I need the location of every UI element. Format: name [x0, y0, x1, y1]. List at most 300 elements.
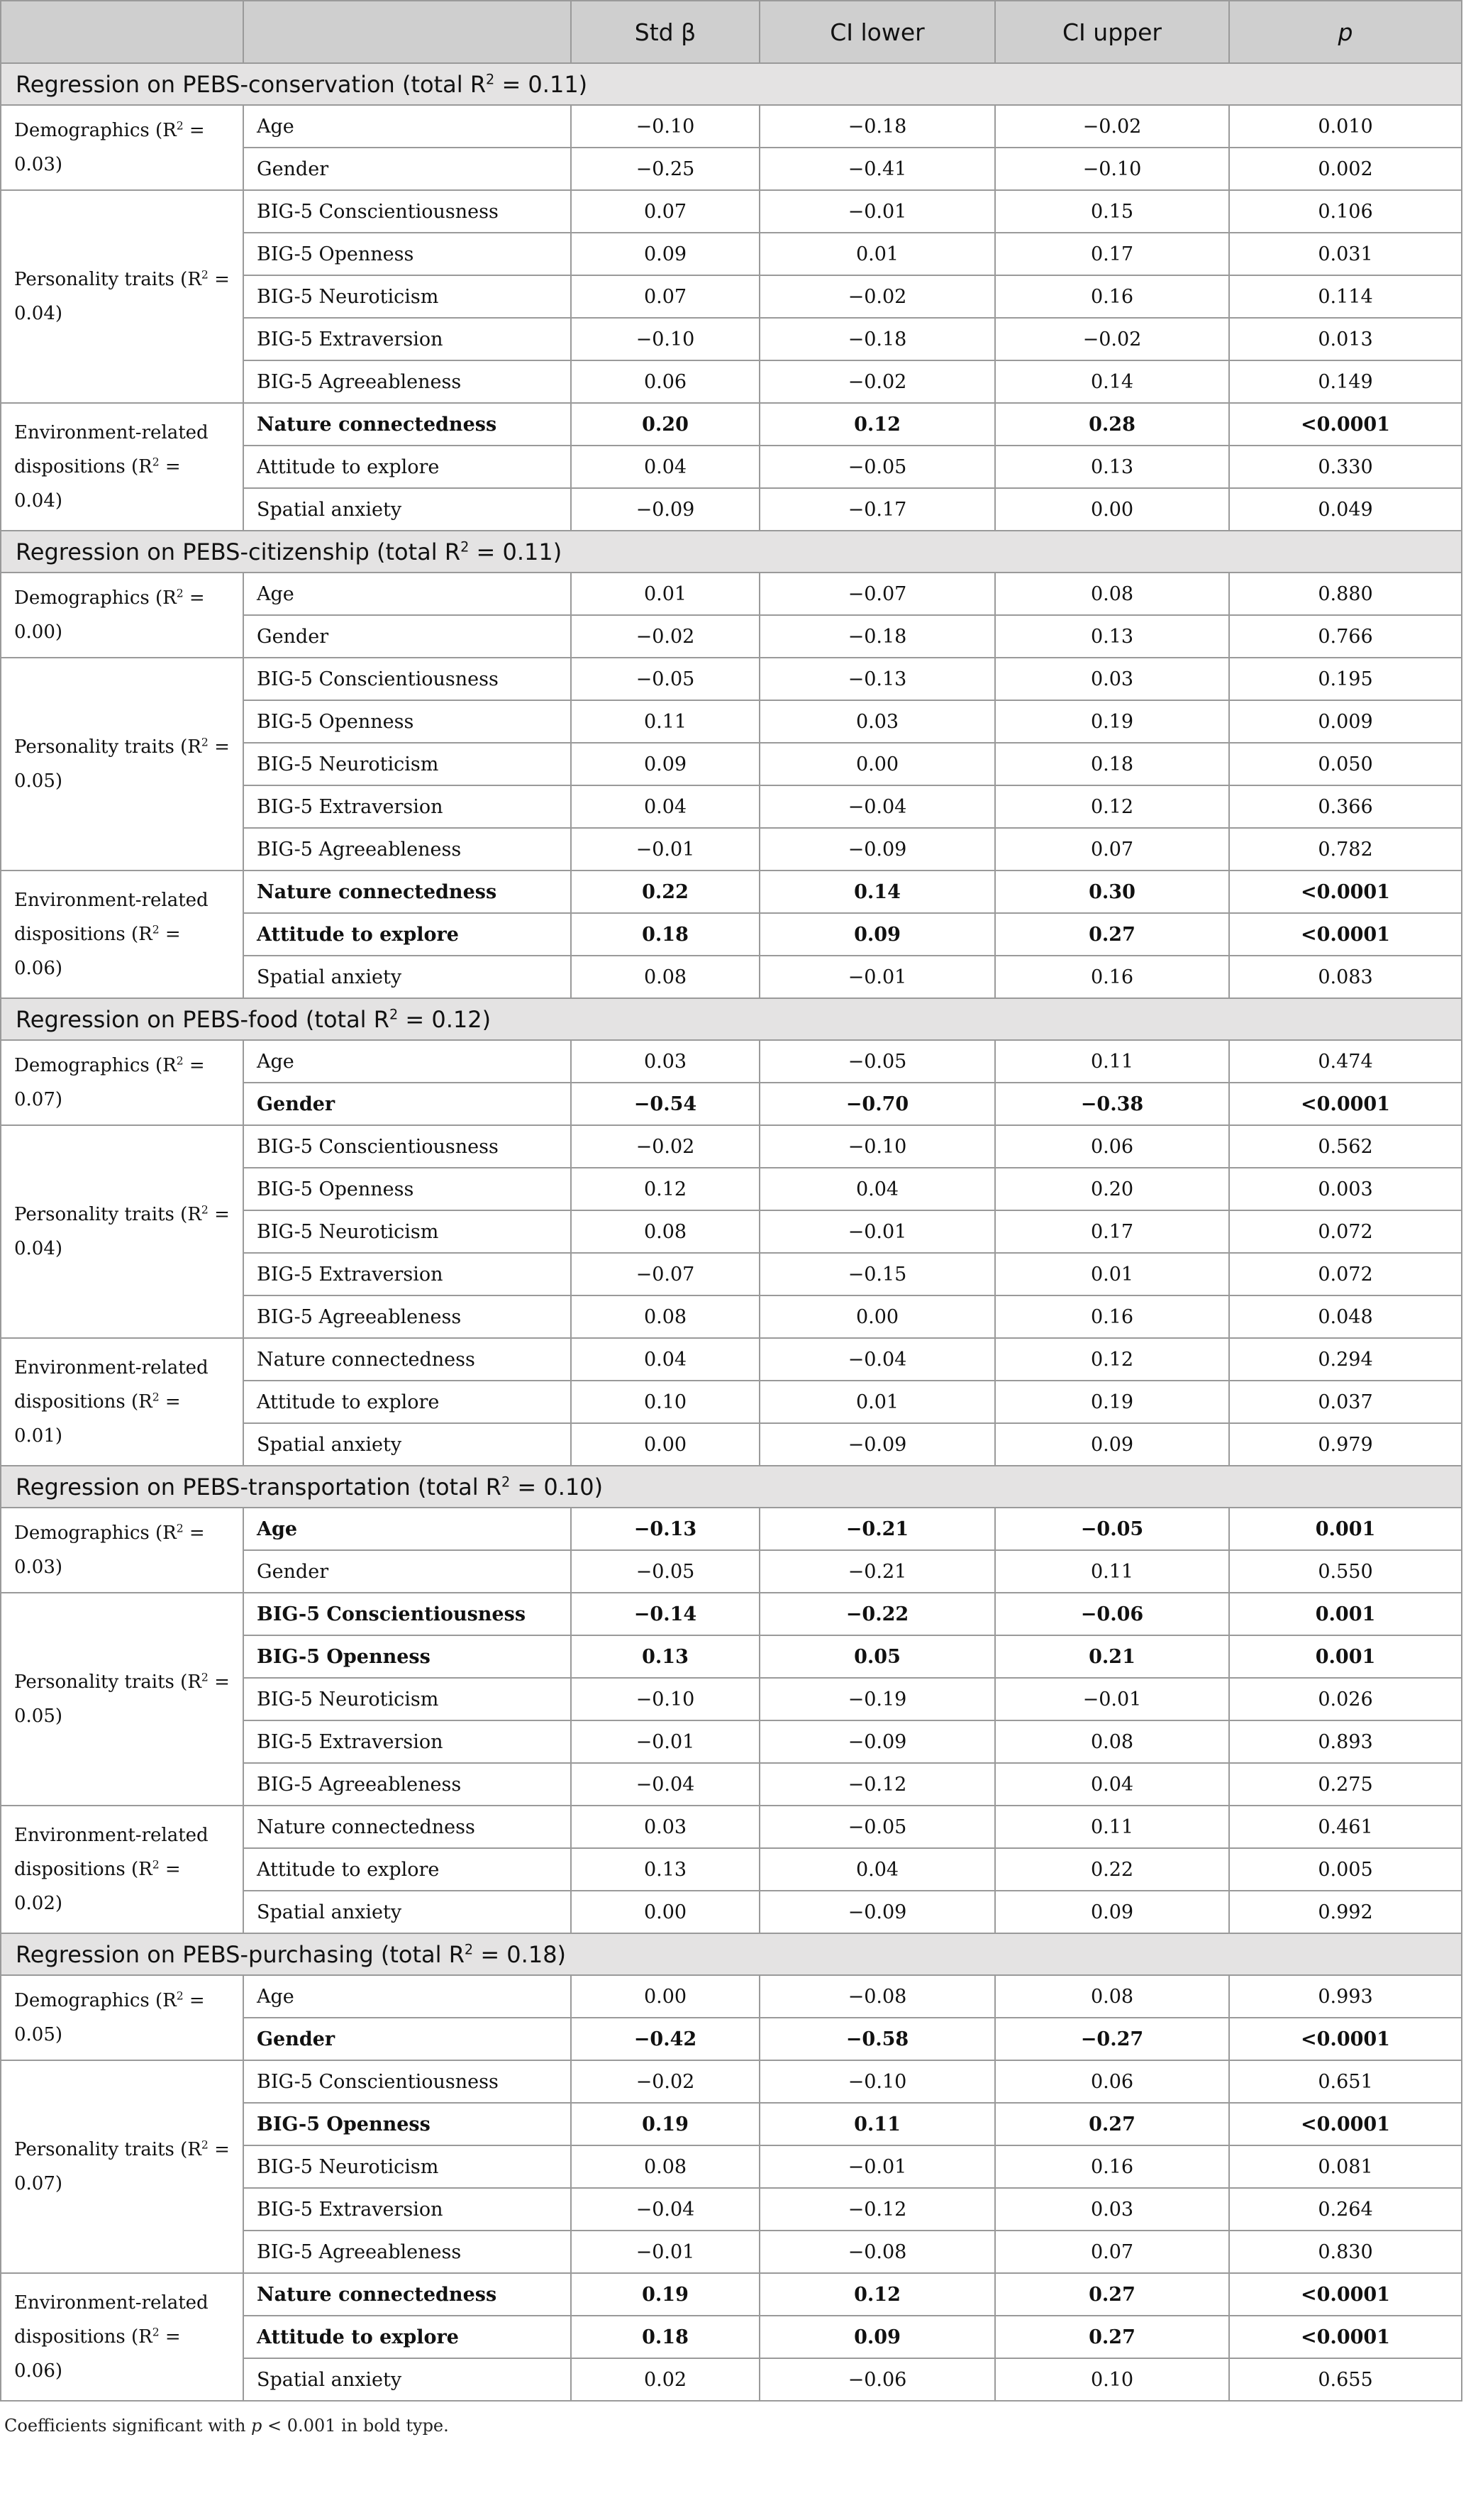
group-label: Personality traits [14, 1671, 174, 1693]
table-row [1, 1338, 1462, 1381]
squared-mark: 2 [152, 1391, 160, 1404]
squared-mark: 2 [152, 455, 160, 469]
section-total-r2: 0.18 [506, 1940, 557, 1968]
p-value-cell: 0.031 [1229, 233, 1462, 275]
std-beta-cell: −0.04 [571, 2188, 760, 2231]
std-beta-cell: 0.04 [571, 1338, 760, 1381]
p-value-cell: 0.001 [1229, 1593, 1462, 1635]
section-row [1, 1933, 1462, 1975]
ci-lower-cell: −0.09 [760, 828, 995, 871]
group-label: Demographics [14, 587, 150, 609]
group-label: Environment-related dispositions [14, 2292, 209, 2348]
ci-lower-cell: −0.09 [760, 1891, 995, 1933]
p-value-cell: 0.026 [1229, 1678, 1462, 1720]
group-r2: 0.05 [14, 1706, 55, 1727]
ci-upper-cell: 0.16 [995, 1295, 1229, 1338]
group-r2: 0.00 [14, 621, 55, 643]
ci-upper-cell: 0.18 [995, 743, 1229, 785]
std-beta-cell: −0.10 [571, 105, 760, 148]
ci-upper-cell: 0.04 [995, 1763, 1229, 1806]
p-value-cell: 0.655 [1229, 2358, 1462, 2401]
group-r2: 0.06 [14, 958, 55, 979]
std-beta-cell: 0.03 [571, 1806, 760, 1848]
predictor-cell: Age [243, 1040, 571, 1083]
group-r2: 0.07 [14, 1089, 55, 1110]
ci-lower-cell: −0.58 [760, 2018, 995, 2060]
ci-upper-cell: 0.16 [995, 956, 1229, 998]
p-value-cell: 0.880 [1229, 573, 1462, 615]
ci-lower-cell: −0.09 [760, 1720, 995, 1763]
predictor-cell: BIG-5 Openness [243, 233, 571, 275]
ci-upper-cell: 0.12 [995, 1338, 1229, 1381]
ci-upper-cell: 0.27 [995, 2273, 1229, 2316]
predictor-cell: Age [243, 573, 571, 615]
predictor-cell: BIG-5 Agreeableness [243, 360, 571, 403]
group-r2: 0.02 [14, 1893, 55, 1914]
p-value-cell: 0.992 [1229, 1891, 1462, 1933]
footnote-before: Coefficients significant with [4, 2416, 252, 2436]
p-value-cell: 0.050 [1229, 743, 1462, 785]
ci-lower-cell: −0.08 [760, 1975, 995, 2018]
ci-lower-cell: −0.13 [760, 658, 995, 700]
ci-lower-cell: 0.09 [760, 913, 995, 956]
predictor-cell: BIG-5 Extraversion [243, 318, 571, 360]
predictor-cell: Spatial anxiety [243, 1891, 571, 1933]
squared-mark: 2 [201, 268, 209, 282]
std-beta-cell: −0.07 [571, 1253, 760, 1295]
predictor-cell: BIG-5 Openness [243, 700, 571, 743]
predictor-cell: BIG-5 Conscientiousness [243, 658, 571, 700]
section-title-text: Regression on PEBS-citizenship (total R [16, 538, 461, 565]
ci-upper-cell: 0.16 [995, 275, 1229, 318]
ci-upper-cell: 0.12 [995, 785, 1229, 828]
group-r2: 0.07 [14, 2173, 55, 2194]
predictor-cell: BIG-5 Neuroticism [243, 2145, 571, 2188]
std-beta-cell: 0.00 [571, 1975, 760, 2018]
ci-upper-cell: 0.27 [995, 2103, 1229, 2145]
ci-lower-cell: −0.18 [760, 615, 995, 658]
predictor-cell: Attitude to explore [243, 1848, 571, 1891]
p-value-cell: 0.049 [1229, 488, 1462, 531]
squared-mark: 2 [201, 1671, 209, 1684]
ci-lower-cell: 0.12 [760, 403, 995, 446]
header-std-beta: Std β [571, 1, 760, 63]
section-title: Regression on PEBS-food (total $R^2 = 0.12$) [1, 998, 1462, 1040]
group-label-cell: Personality traits $(R^2 = 0.07)$ [1, 2060, 243, 2273]
std-beta-cell: 0.07 [571, 190, 760, 233]
ci-upper-cell: −0.05 [995, 1508, 1229, 1550]
p-value-cell: <0.0001 [1229, 1083, 1462, 1125]
squared-mark: 2 [176, 119, 184, 133]
table-row [1, 1125, 1462, 1168]
predictor-cell: Nature connectedness [243, 871, 571, 913]
std-beta-cell: 0.00 [571, 1891, 760, 1933]
ci-upper-cell: 0.09 [995, 1423, 1229, 1466]
squared-mark: 2 [501, 1473, 511, 1490]
ci-lower-cell: −0.01 [760, 956, 995, 998]
predictor-cell: Attitude to explore [243, 1381, 571, 1423]
section-title: Regression on PEBS-conservation (total $R^2 = 0.11$) [1, 63, 1462, 105]
group-label: Environment-related dispositions [14, 890, 209, 945]
squared-mark: 2 [176, 1522, 184, 1535]
section-title-text: Regression on PEBS-purchasing (total R [16, 1940, 465, 1968]
predictor-cell: BIG-5 Agreeableness [243, 1295, 571, 1338]
std-beta-cell: 0.08 [571, 956, 760, 998]
ci-upper-cell: 0.17 [995, 233, 1229, 275]
ci-upper-cell: −0.01 [995, 1678, 1229, 1720]
predictor-cell: BIG-5 Openness [243, 1168, 571, 1210]
std-beta-cell: 0.08 [571, 2145, 760, 2188]
std-beta-cell: 0.04 [571, 785, 760, 828]
squared-mark: 2 [201, 1203, 209, 1217]
squared-mark: 2 [486, 70, 495, 87]
p-value-cell: 0.002 [1229, 148, 1462, 190]
ci-lower-cell: 0.05 [760, 1635, 995, 1678]
group-label-cell: Demographics $(R^2 = 0.03)$ [1, 105, 243, 190]
p-value-cell: 0.010 [1229, 105, 1462, 148]
table-row [1, 1806, 1462, 1848]
ci-lower-cell: −0.02 [760, 360, 995, 403]
predictor-cell: Spatial anxiety [243, 2358, 571, 2401]
ci-upper-cell: 0.30 [995, 871, 1229, 913]
group-label: Environment-related dispositions [14, 422, 209, 477]
header-ci-lower: CI lower [760, 1, 995, 63]
predictor-cell: Spatial anxiety [243, 1423, 571, 1466]
std-beta-cell: 0.07 [571, 275, 760, 318]
predictor-cell: BIG-5 Openness [243, 1635, 571, 1678]
p-value-cell: 0.275 [1229, 1763, 1462, 1806]
header-predictor [243, 1, 571, 63]
table-row [1, 1040, 1462, 1083]
group-r2: 0.03 [14, 154, 55, 175]
std-beta-cell: 0.08 [571, 1295, 760, 1338]
p-value-cell: 0.083 [1229, 956, 1462, 998]
std-beta-cell: 0.02 [571, 2358, 760, 2401]
p-value-cell: <0.0001 [1229, 2273, 1462, 2316]
ci-lower-cell: −0.21 [760, 1550, 995, 1593]
ci-lower-cell: 0.14 [760, 871, 995, 913]
p-value-cell: 0.005 [1229, 1848, 1462, 1891]
squared-mark: 2 [176, 587, 184, 600]
header-p-value: p [1229, 1, 1462, 63]
section-row [1, 998, 1462, 1040]
group-label-cell: Demographics $(R^2 = 0.00)$ [1, 573, 243, 658]
table-row [1, 573, 1462, 615]
p-value-cell: 0.048 [1229, 1295, 1462, 1338]
std-beta-cell: −0.14 [571, 1593, 760, 1635]
header-ci-upper: CI upper [995, 1, 1229, 63]
table-row [1, 1508, 1462, 1550]
ci-upper-cell: 0.03 [995, 2188, 1229, 2231]
predictor-cell: BIG-5 Conscientiousness [243, 2060, 571, 2103]
std-beta-cell: 0.13 [571, 1848, 760, 1891]
predictor-cell: Age [243, 105, 571, 148]
ci-lower-cell: −0.10 [760, 2060, 995, 2103]
predictor-cell: Gender [243, 148, 571, 190]
squared-mark: 2 [176, 1989, 184, 2003]
group-label-cell: Personality traits $(R^2 = 0.05)$ [1, 658, 243, 871]
section-total-r2: 0.12 [431, 1005, 482, 1033]
p-value-cell: 0.979 [1229, 1423, 1462, 1466]
section-total-r2: 0.10 [543, 1473, 594, 1501]
std-beta-cell: −0.02 [571, 1125, 760, 1168]
group-label-cell: Personality traits $(R^2 = 0.05)$ [1, 1593, 243, 1806]
p-value-cell: 0.766 [1229, 615, 1462, 658]
p-value-cell: 0.893 [1229, 1720, 1462, 1763]
group-r2: 0.01 [14, 1425, 55, 1447]
ci-lower-cell: −0.06 [760, 2358, 995, 2401]
std-beta-cell: −0.02 [571, 615, 760, 658]
std-beta-cell: −0.42 [571, 2018, 760, 2060]
group-label: Demographics [14, 1055, 150, 1076]
ci-upper-cell: 0.14 [995, 360, 1229, 403]
ci-lower-cell: −0.08 [760, 2231, 995, 2273]
ci-upper-cell: −0.02 [995, 105, 1229, 148]
group-label-cell: Demographics $(R^2 = 0.05)$ [1, 1975, 243, 2060]
p-value-cell: <0.0001 [1229, 913, 1462, 956]
ci-upper-cell: 0.07 [995, 828, 1229, 871]
ci-upper-cell: 0.27 [995, 913, 1229, 956]
squared-mark: 2 [464, 1940, 474, 1957]
section-total-r2: 0.11 [528, 70, 579, 98]
std-beta-cell: −0.01 [571, 2231, 760, 2273]
squared-mark: 2 [460, 538, 470, 555]
squared-mark: 2 [152, 2326, 160, 2339]
std-beta-cell: 0.10 [571, 1381, 760, 1423]
predictor-cell: Age [243, 1975, 571, 2018]
ci-lower-cell: −0.07 [760, 573, 995, 615]
std-beta-cell: 0.19 [571, 2103, 760, 2145]
ci-upper-cell: 0.22 [995, 1848, 1229, 1891]
predictor-cell: Gender [243, 615, 571, 658]
ci-upper-cell: 0.20 [995, 1168, 1229, 1210]
std-beta-cell: 0.03 [571, 1040, 760, 1083]
ci-upper-cell: 0.08 [995, 1720, 1229, 1763]
predictor-cell: BIG-5 Agreeableness [243, 828, 571, 871]
ci-lower-cell: 0.00 [760, 1295, 995, 1338]
std-beta-cell: 0.08 [571, 1210, 760, 1253]
group-label: Demographics [14, 120, 150, 141]
p-value-cell: 0.562 [1229, 1125, 1462, 1168]
table-row [1, 658, 1462, 700]
group-label-cell: Environment-related dispositions $(R^2 = 0.06)$ [1, 2273, 243, 2401]
ci-upper-cell: 0.19 [995, 700, 1229, 743]
predictor-cell: BIG-5 Neuroticism [243, 1678, 571, 1720]
section-title: Regression on PEBS-purchasing (total $R^2 = 0.18$) [1, 1933, 1462, 1975]
ci-upper-cell: 0.11 [995, 1806, 1229, 1848]
ci-upper-cell: 0.01 [995, 1253, 1229, 1295]
predictor-cell: BIG-5 Extraversion [243, 1253, 571, 1295]
predictor-cell: Attitude to explore [243, 913, 571, 956]
ci-lower-cell: −0.19 [760, 1678, 995, 1720]
p-value-cell: 0.474 [1229, 1040, 1462, 1083]
ci-lower-cell: −0.18 [760, 105, 995, 148]
predictor-cell: Gender [243, 2018, 571, 2060]
predictor-cell: BIG-5 Extraversion [243, 1720, 571, 1763]
ci-upper-cell: −0.06 [995, 1593, 1229, 1635]
section-title: Regression on PEBS-citizenship (total $R^2 = 0.11$) [1, 531, 1462, 573]
predictor-cell: Spatial anxiety [243, 488, 571, 531]
predictor-cell: Nature connectedness [243, 2273, 571, 2316]
header-row [1, 1, 1462, 63]
p-value-cell: <0.0001 [1229, 871, 1462, 913]
std-beta-cell: −0.13 [571, 1508, 760, 1550]
ci-upper-cell: 0.10 [995, 2358, 1229, 2401]
table-row [1, 105, 1462, 148]
section-row [1, 1466, 1462, 1508]
predictor-cell: BIG-5 Agreeableness [243, 2231, 571, 2273]
table-row [1, 2060, 1462, 2103]
predictor-cell: Gender [243, 1550, 571, 1593]
p-value-cell: 0.782 [1229, 828, 1462, 871]
ci-upper-cell: 0.13 [995, 446, 1229, 488]
ci-upper-cell: 0.28 [995, 403, 1229, 446]
ci-upper-cell: 0.08 [995, 1975, 1229, 2018]
std-beta-cell: −0.05 [571, 658, 760, 700]
section-total-r2: 0.11 [502, 538, 553, 565]
section-title: Regression on PEBS-transportation (total $R^2 = 0.10$) [1, 1466, 1462, 1508]
squared-mark: 2 [176, 1054, 184, 1068]
std-beta-cell: 0.09 [571, 743, 760, 785]
ci-lower-cell: −0.01 [760, 190, 995, 233]
squared-mark: 2 [201, 2138, 209, 2152]
ci-lower-cell: 0.01 [760, 233, 995, 275]
std-beta-cell: −0.01 [571, 1720, 760, 1763]
p-value-cell: <0.0001 [1229, 2103, 1462, 2145]
std-beta-cell: 0.12 [571, 1168, 760, 1210]
predictor-cell: BIG-5 Conscientiousness [243, 1593, 571, 1635]
ci-lower-cell: 0.04 [760, 1848, 995, 1891]
predictor-cell: Nature connectedness [243, 1806, 571, 1848]
ci-lower-cell: 0.01 [760, 1381, 995, 1423]
ci-lower-cell: −0.22 [760, 1593, 995, 1635]
p-value-cell: 0.651 [1229, 2060, 1462, 2103]
ci-lower-cell: −0.05 [760, 446, 995, 488]
p-value-cell: 0.072 [1229, 1210, 1462, 1253]
group-label-cell: Environment-related dispositions $(R^2 = 0.01)$ [1, 1338, 243, 1466]
group-label: Personality traits [14, 2139, 174, 2160]
ci-lower-cell: 0.09 [760, 2316, 995, 2358]
predictor-cell: BIG-5 Extraversion [243, 2188, 571, 2231]
ci-lower-cell: −0.05 [760, 1040, 995, 1083]
ci-lower-cell: −0.10 [760, 1125, 995, 1168]
squared-mark: 2 [152, 923, 160, 936]
p-value-cell: 0.003 [1229, 1168, 1462, 1210]
group-label-cell: Personality traits $(R^2 = 0.04)$ [1, 190, 243, 403]
ci-upper-cell: 0.13 [995, 615, 1229, 658]
p-value-cell: 0.037 [1229, 1381, 1462, 1423]
table-body [1, 63, 1462, 2401]
p-value-cell: 0.366 [1229, 785, 1462, 828]
ci-lower-cell: −0.12 [760, 1763, 995, 1806]
p-value-cell: <0.0001 [1229, 2018, 1462, 2060]
table-footnote [0, 2402, 1466, 2436]
std-beta-cell: 0.20 [571, 403, 760, 446]
group-r2: 0.03 [14, 1557, 55, 1578]
predictor-cell: BIG-5 Extraversion [243, 785, 571, 828]
ci-upper-cell: 0.21 [995, 1635, 1229, 1678]
std-beta-cell: 0.09 [571, 233, 760, 275]
p-value-cell: <0.0001 [1229, 403, 1462, 446]
group-r2: 0.04 [14, 1238, 55, 1259]
ci-upper-cell: 0.06 [995, 2060, 1229, 2103]
ci-upper-cell: 0.00 [995, 488, 1229, 531]
ci-lower-cell: −0.05 [760, 1806, 995, 1848]
ci-upper-cell: 0.17 [995, 1210, 1229, 1253]
p-value-cell: 0.013 [1229, 318, 1462, 360]
predictor-cell: BIG-5 Agreeableness [243, 1763, 571, 1806]
ci-lower-cell: −0.17 [760, 488, 995, 531]
group-r2: 0.05 [14, 2024, 55, 2045]
predictor-cell: BIG-5 Conscientiousness [243, 190, 571, 233]
ci-lower-cell: −0.41 [760, 148, 995, 190]
section-row [1, 531, 1462, 573]
predictor-cell: Nature connectedness [243, 403, 571, 446]
squared-mark: 2 [152, 1858, 160, 1872]
group-label: Demographics [14, 1522, 150, 1544]
ci-lower-cell: 0.11 [760, 2103, 995, 2145]
predictor-cell: BIG-5 Neuroticism [243, 1210, 571, 1253]
std-beta-cell: 0.00 [571, 1423, 760, 1466]
group-label: Environment-related dispositions [14, 1357, 209, 1413]
std-beta-cell: −0.10 [571, 1678, 760, 1720]
p-value-cell: 0.830 [1229, 2231, 1462, 2273]
ci-lower-cell: −0.12 [760, 2188, 995, 2231]
squared-mark: 2 [201, 736, 209, 749]
std-beta-cell: −0.01 [571, 828, 760, 871]
predictor-cell: BIG-5 Openness [243, 2103, 571, 2145]
group-label-cell: Demographics $(R^2 = 0.07)$ [1, 1040, 243, 1125]
section-title-text: Regression on PEBS-conservation (total R [16, 70, 487, 98]
table-row [1, 1593, 1462, 1635]
group-label-cell: Environment-related dispositions $(R^2 = 0.04)$ [1, 403, 243, 531]
group-label: Environment-related dispositions [14, 1825, 209, 1880]
std-beta-cell: 0.18 [571, 913, 760, 956]
p-value-cell: 0.264 [1229, 2188, 1462, 2231]
predictor-cell: Nature connectedness [243, 1338, 571, 1381]
group-label: Demographics [14, 1990, 150, 2011]
group-r2: 0.04 [14, 303, 55, 324]
ci-lower-cell: −0.04 [760, 785, 995, 828]
ci-upper-cell: 0.09 [995, 1891, 1229, 1933]
p-value-cell: 0.001 [1229, 1508, 1462, 1550]
p-value-cell: 0.149 [1229, 360, 1462, 403]
ci-lower-cell: 0.12 [760, 2273, 995, 2316]
std-beta-cell: −0.09 [571, 488, 760, 531]
ci-upper-cell: −0.38 [995, 1083, 1229, 1125]
std-beta-cell: 0.11 [571, 700, 760, 743]
section-title-text: Regression on PEBS-transportation (total R [16, 1473, 501, 1501]
group-r2: 0.06 [14, 2360, 55, 2382]
ci-lower-cell: −0.21 [760, 1508, 995, 1550]
std-beta-cell: −0.10 [571, 318, 760, 360]
table-row [1, 2273, 1462, 2316]
ci-upper-cell: 0.11 [995, 1550, 1229, 1593]
std-beta-cell: 0.22 [571, 871, 760, 913]
ci-lower-cell: −0.15 [760, 1253, 995, 1295]
std-beta-cell: 0.06 [571, 360, 760, 403]
std-beta-cell: 0.18 [571, 2316, 760, 2358]
ci-upper-cell: −0.02 [995, 318, 1229, 360]
std-beta-cell: −0.04 [571, 1763, 760, 1806]
p-value-cell: 0.114 [1229, 275, 1462, 318]
predictor-cell: Attitude to explore [243, 2316, 571, 2358]
ci-lower-cell: −0.18 [760, 318, 995, 360]
ci-lower-cell: −0.70 [760, 1083, 995, 1125]
p-value-cell: 0.106 [1229, 190, 1462, 233]
group-label: Personality traits [14, 1204, 174, 1225]
p-value-cell: 0.195 [1229, 658, 1462, 700]
